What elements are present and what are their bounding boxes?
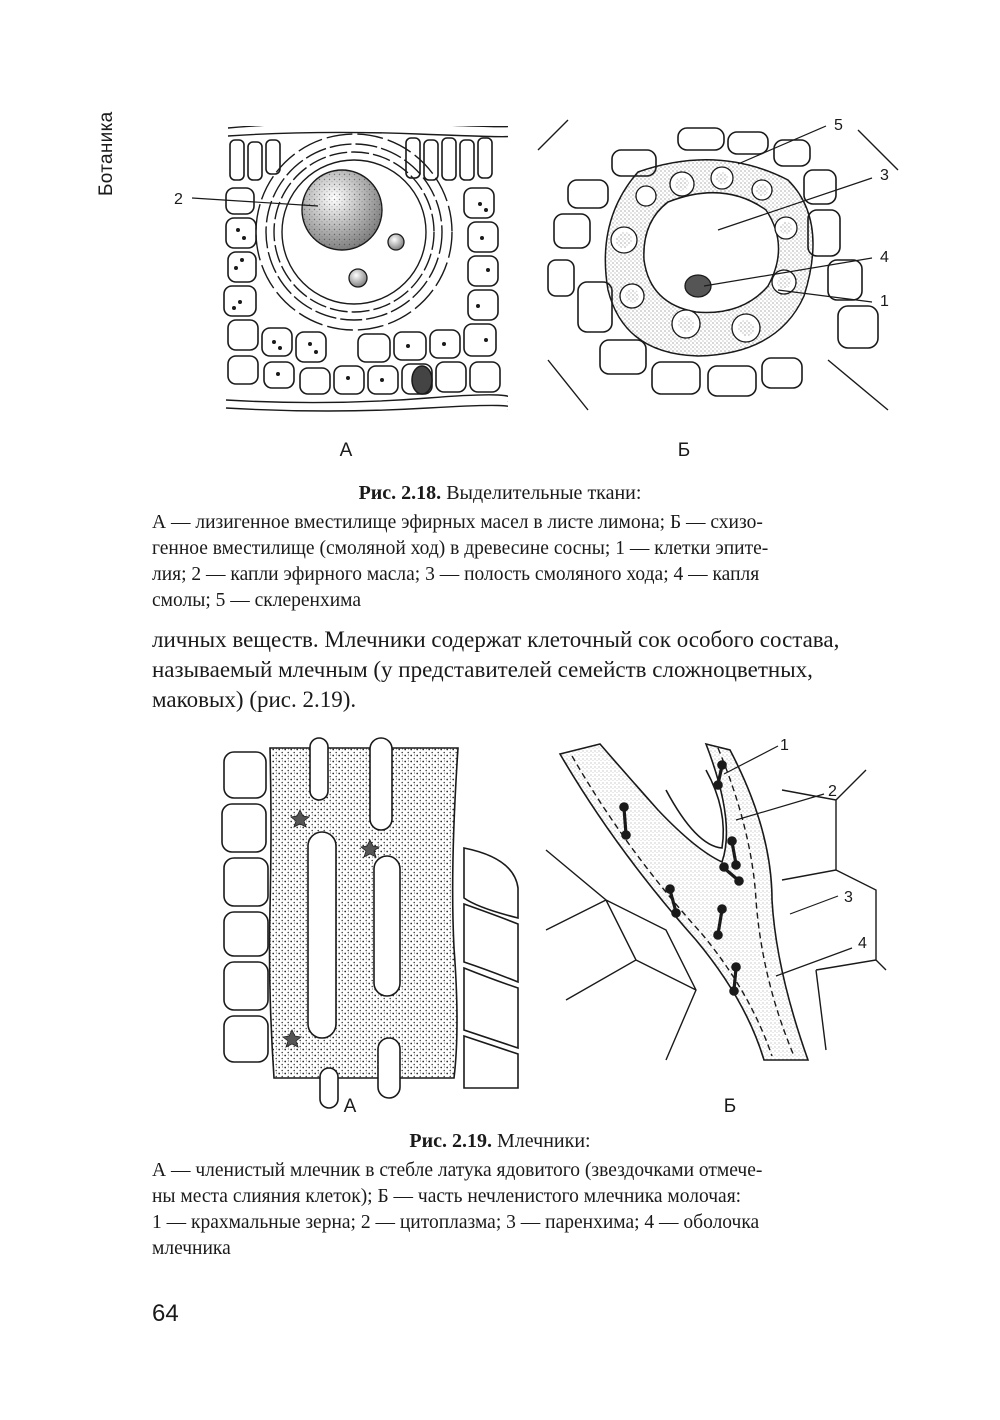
- body-paragraph: [152, 625, 866, 715]
- caption-line: смолы; 5 — склеренхима: [152, 590, 362, 611]
- fig-2-19-caption-body: [152, 1158, 866, 1262]
- fig-2-19-b-label-2: 2: [828, 783, 837, 800]
- fig-2-19-panel-b-letter: Б: [723, 1096, 737, 1117]
- fig-2-18-a-label-2: 2: [174, 191, 183, 208]
- figure-2-19-a-illustration: [218, 748, 518, 1088]
- fig-2-18-panel-b-letter: Б: [677, 440, 691, 461]
- body-line: маковых) (рис. 2.19).: [152, 687, 357, 712]
- caption-line: генное вместилище (смоляной ход) в древесине сосны; 1 — клетки эпите-: [152, 538, 769, 559]
- fig-2-19-caption-title: Млечники:: [497, 1130, 591, 1152]
- figure-2-19-b-illustration: [546, 730, 886, 1070]
- fig-2-18-caption-heading: [0, 482, 1000, 505]
- running-header: Ботаника: [96, 111, 117, 196]
- fig-2-19-b-label-1: 1: [780, 737, 789, 754]
- figure-2-18-a-illustration: [168, 118, 508, 418]
- caption-line: 1 — крахмальные зерна; 2 — цитоплазма; 3 — паренхима; 4 — оболочка: [152, 1212, 760, 1233]
- fig-2-19-b-label-3: 3: [844, 889, 853, 906]
- caption-line: лия; 2 — капли эфирного масла; 3 — полость смоляного хода; 4 — капля: [152, 564, 760, 585]
- fig-2-18-b-label-5: 5: [834, 117, 843, 134]
- fig-2-19-b-label-4: 4: [858, 935, 867, 952]
- body-line: называемый млечным (у представителей семейств сложноцветных,: [152, 657, 813, 682]
- page-number: 64: [152, 1300, 179, 1327]
- fig-2-18-b-label-1: 1: [880, 293, 889, 310]
- fig-2-19-caption-number: Рис. 2.19.: [409, 1130, 493, 1152]
- fig-2-18-panel-a-letter: А: [339, 440, 353, 461]
- figure-2-18-b-illustration: [528, 110, 908, 420]
- caption-line: млечника: [152, 1238, 231, 1259]
- body-line: личных веществ. Млечники содержат клеточный сок особого состава,: [152, 627, 840, 652]
- fig-2-19-panel-a-letter: А: [343, 1096, 357, 1117]
- fig-2-18-caption-body: [152, 510, 866, 614]
- fig-2-18-b-label-3: 3: [880, 167, 889, 184]
- caption-line: ны места слияния клеток); Б — часть нечленистого млечника молочая:: [152, 1186, 742, 1207]
- fig-2-18-caption-title: Выделительные ткани:: [446, 482, 642, 504]
- fig-2-18-caption-number: Рис. 2.18.: [358, 482, 442, 504]
- fig-2-19-caption-heading: [0, 1130, 1000, 1153]
- caption-line: А — членистый млечник в стебле латука ядовитого (звездочками отмече-: [152, 1160, 763, 1181]
- fig-2-18-b-label-4: 4: [880, 249, 889, 266]
- caption-line: А — лизигенное вместилище эфирных масел в листе лимона; Б — схизо-: [152, 512, 763, 533]
